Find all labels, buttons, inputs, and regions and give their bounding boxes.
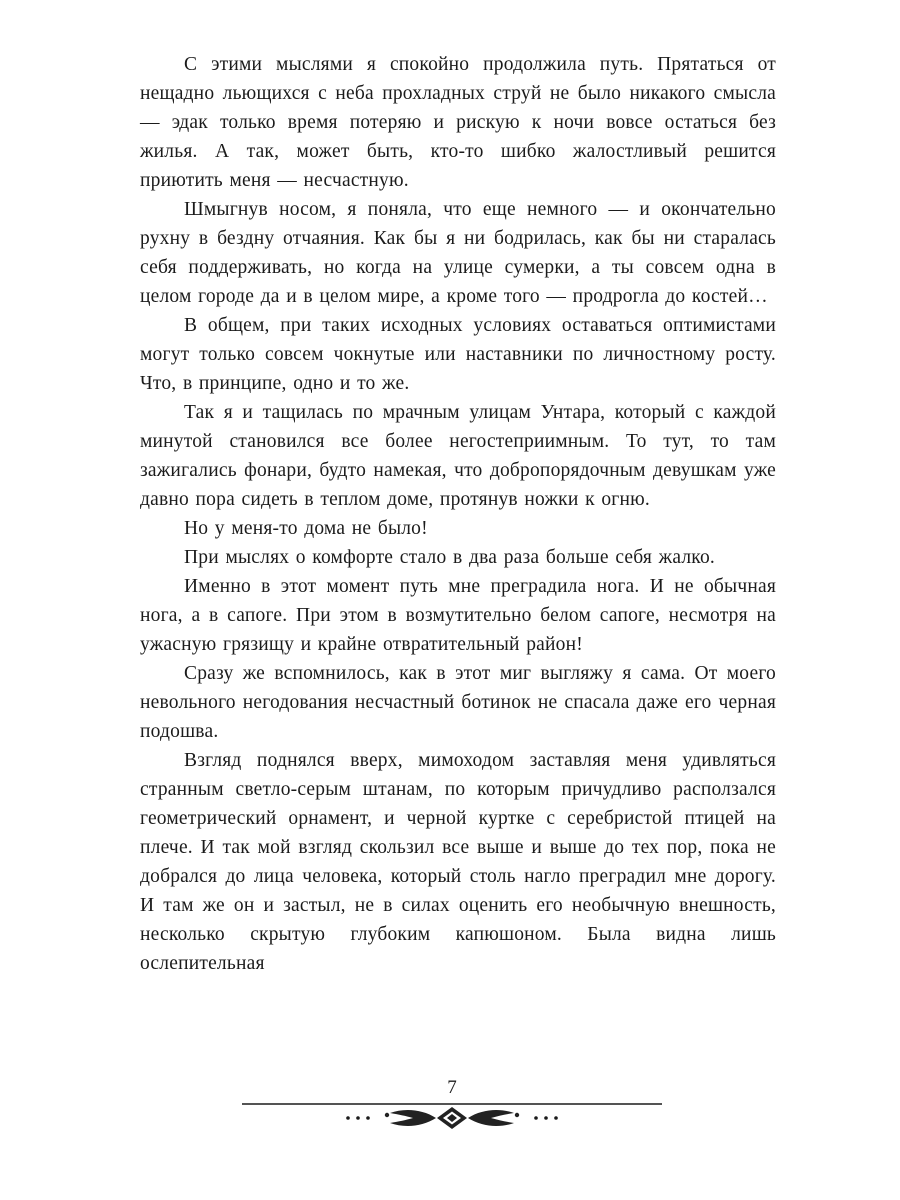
page-number: 7 [447,1077,457,1098]
paragraph: Именно в этот момент путь мне преградила нога. И не обычная нога, а в сапоге. При этом в возмутительно белом сапоге, несмотря на ужасную грязищу и крайне отвратительный район! [140,576,776,655]
paragraph: С этими мыслями я спокойно продолжила путь. Прятаться от нещадно льющихся с неба прохладных струй не было никакого смысла — эдак только время потеряю и рискую к ночи вовсе остаться без жилья. А так, может быть, кто-то шибко жалостливый решится приютить меня — несчастную. [140,54,776,191]
paragraph: В общем, при таких исходных условиях оставаться оптимистами могут только совсем чокнутые или наставники по личностному росту. Что, в принципе, одно и то же. [140,315,776,394]
page-footer [240,1076,664,1133]
paragraph: Сразу же вспомнилось, как в этот миг выгляжу я сама. От моего невольного негодования несчастный ботинок не спасала даже его черная подошва. [140,663,776,742]
paragraph: Но у меня-то дома не было! [184,518,428,539]
paragraph: Взгляд поднялся вверх, мимоходом заставляя меня удивляться странным светло-серым штанам, по которым причудливо расползался геометрический орнамент, и черной куртке с серебристой птицей на плече. И так мой взгляд скользил все выше и выше до тех пор, пока не добрался до лица человека, который столь нагло преградил мне дорогу. И там же он и застыл, не в силах оценить его необычную внешность, несколько скрытую глубоким капюшоном. Была видна лишь ослепительная [140,750,776,974]
paragraph: Так я и тащилась по мрачным улицам Унтара, который с каждой минутой становился все более негостеприимным. То тут, то там зажигались фонари, будто намекая, что добропорядочным девушкам уже давно пора сидеть в теплом доме, протянув ножки к огню. [140,402,776,510]
footer-ornament-divider-icon [240,1101,664,1133]
winged-emblem-icon [385,1107,519,1129]
paragraph: При мыслях о комфорте стало в два раза больше себя жалко. [184,547,715,568]
page-text [140,50,776,978]
paragraph: Шмыгнув носом, я поняла, что еще немного — и окончательно рухну в бездну отчаяния. Как бы я ни бодрилась, как бы ни старалась себя поддерживать, но когда на улице сумерки, а ты совсем одна в целом городе да и в целом мире, а кроме того — продрогла до костей… [140,199,776,307]
